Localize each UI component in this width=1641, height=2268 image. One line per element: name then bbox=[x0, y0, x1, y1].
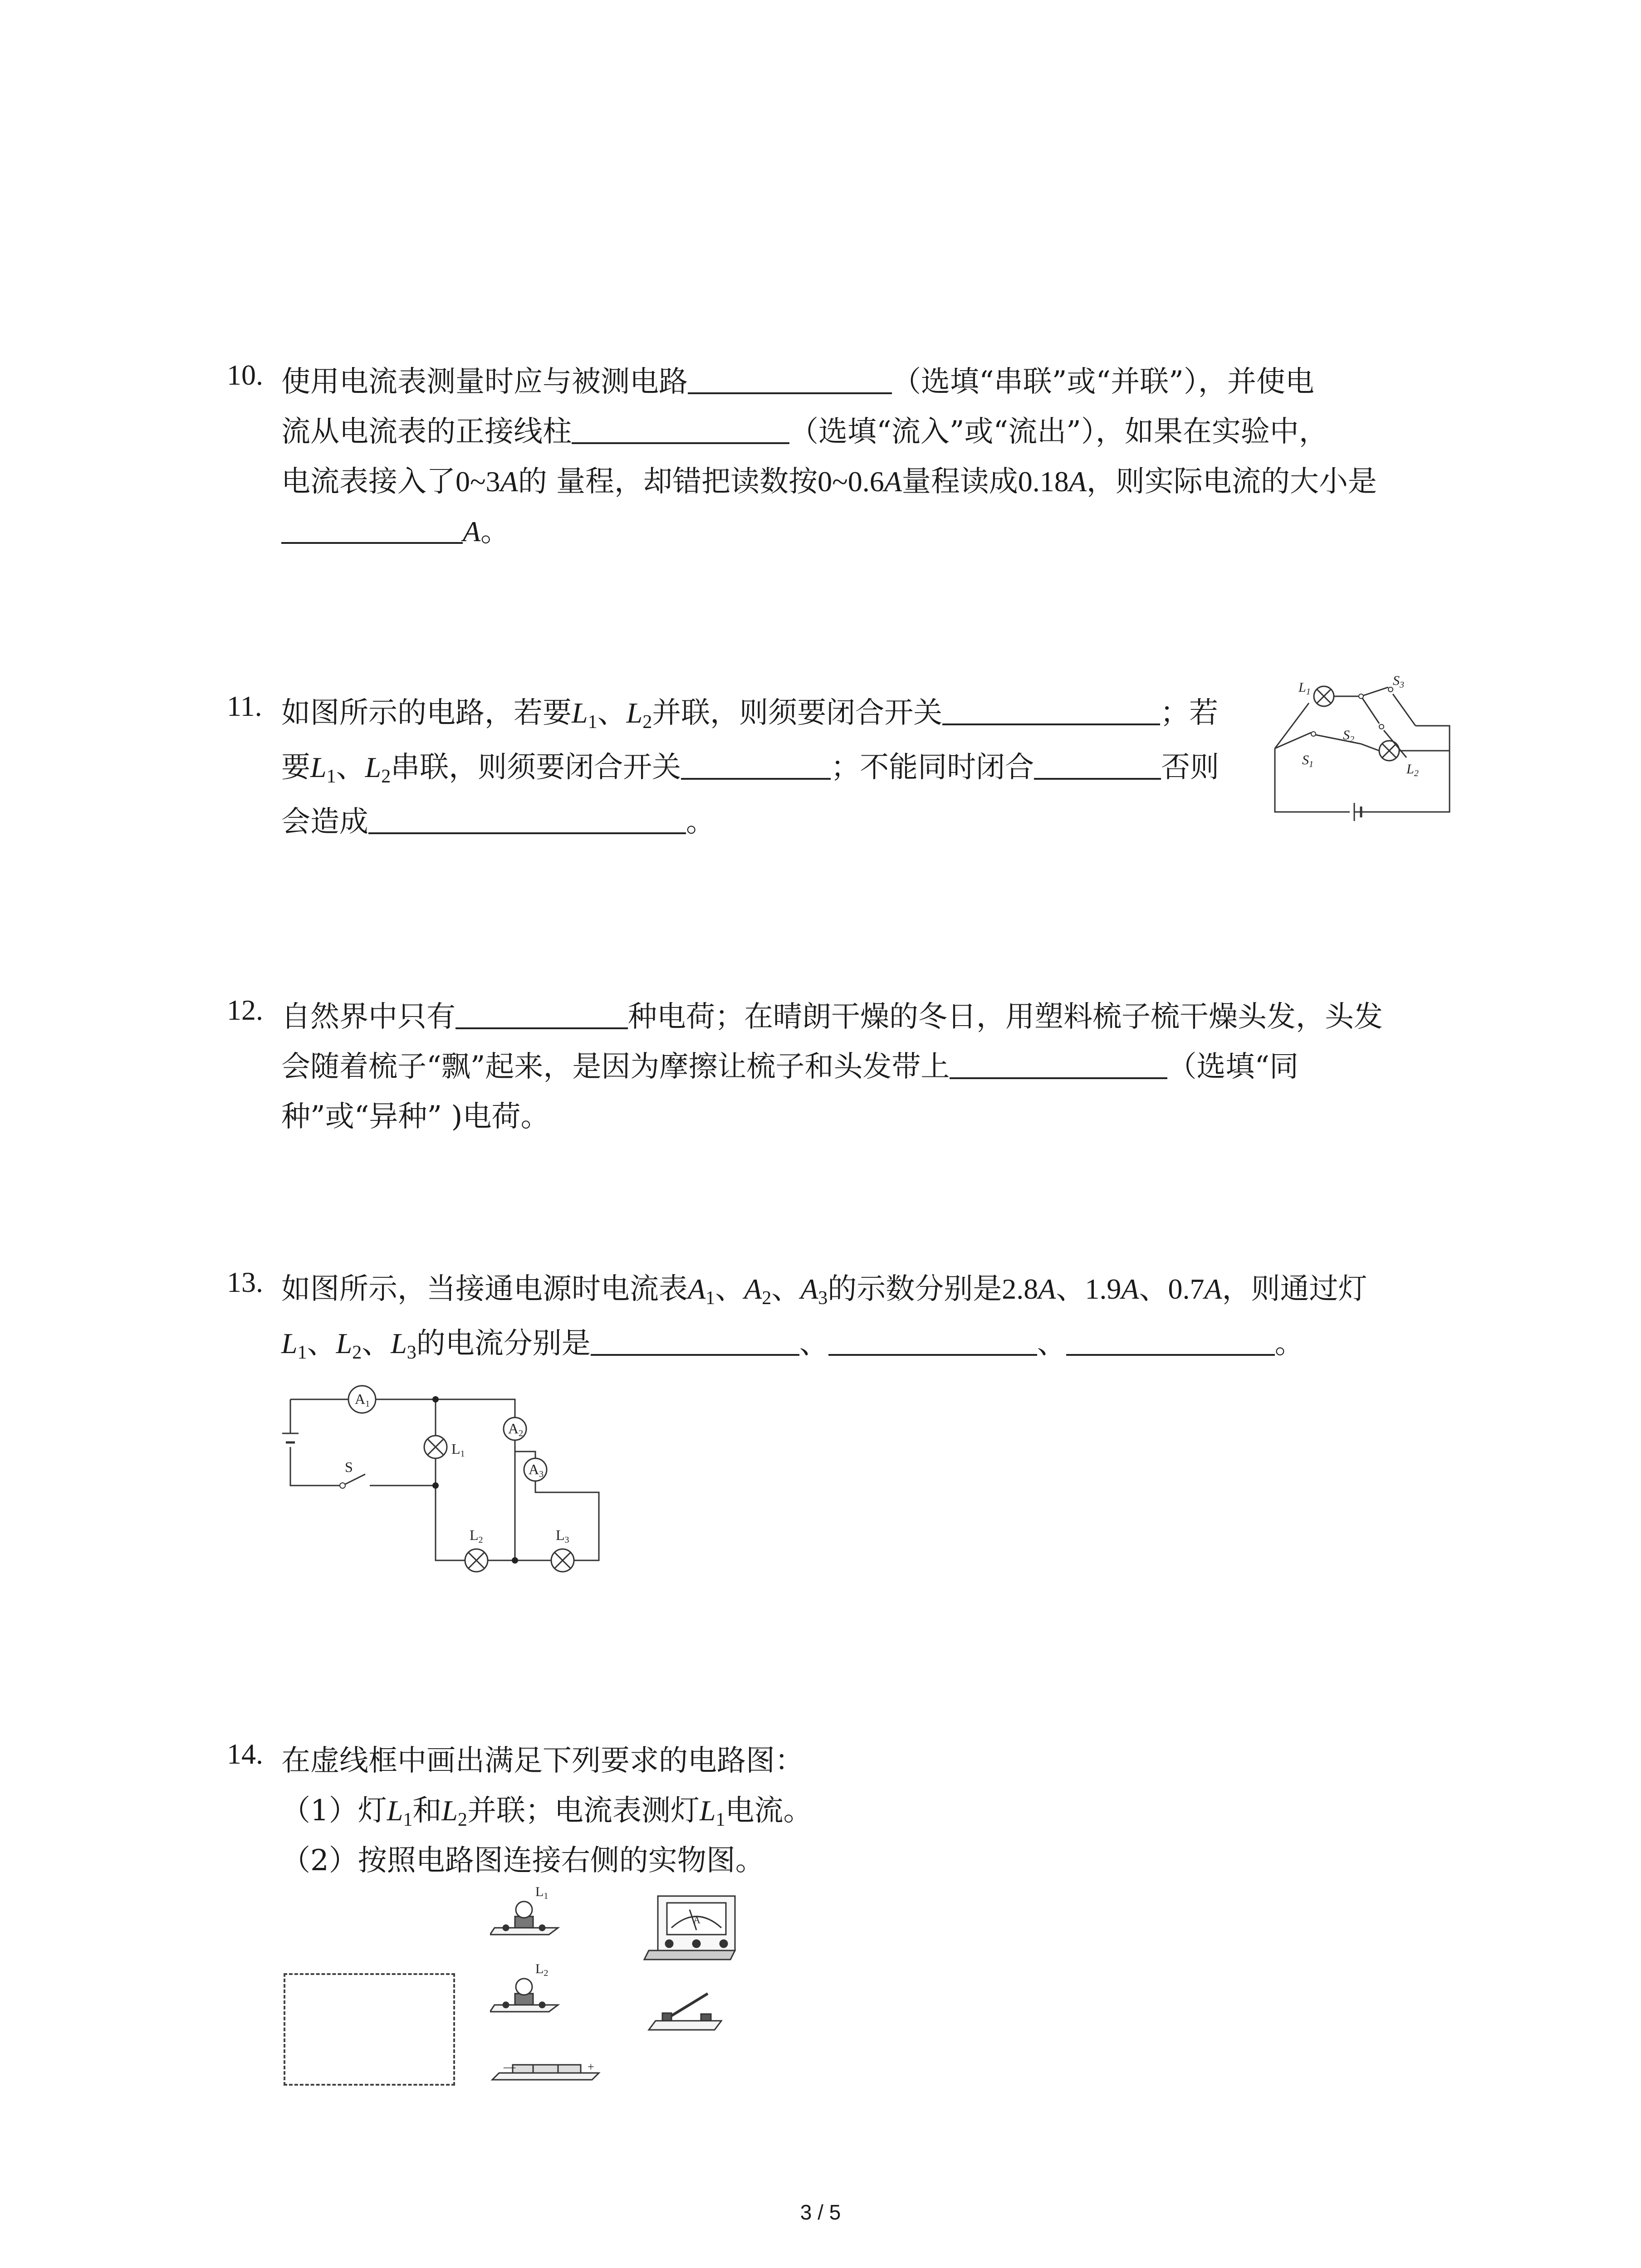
lamp-symbol: L bbox=[626, 697, 643, 729]
figure-label: A bbox=[529, 1461, 539, 1477]
q10-text: ，则实际电流的大小是 bbox=[1086, 465, 1377, 499]
q14-text: 在虚线框中画出满足下列要求的电路图： bbox=[281, 1744, 804, 1778]
figure-label: — bbox=[504, 2060, 515, 2073]
q11-text: 并联，则须要闭合开关 bbox=[652, 696, 943, 730]
ammeter-device-icon bbox=[644, 1896, 735, 1960]
dashed-drawing-box[interactable] bbox=[284, 1973, 455, 2086]
figure-label: 1 bbox=[544, 1891, 549, 1901]
q11-text: ；不能同时闭合 bbox=[831, 751, 1034, 784]
q14-text: 和 bbox=[412, 1794, 442, 1828]
question-number: 12. bbox=[227, 994, 263, 1026]
q13-value: 2.8 bbox=[1002, 1273, 1038, 1305]
figure-label: 1 bbox=[460, 1449, 465, 1459]
unit-symbol: A bbox=[884, 465, 902, 498]
svg-text:L3 bbox=[556, 1527, 569, 1545]
switch-device-icon bbox=[649, 1994, 721, 2030]
question-number: 11. bbox=[227, 690, 262, 722]
figure-label: 2 bbox=[544, 1968, 549, 1978]
subscript: 2 bbox=[457, 1809, 467, 1830]
separator: 、 bbox=[362, 1327, 391, 1360]
unit-symbol: A bbox=[500, 465, 518, 498]
lamp-symbol: L bbox=[365, 751, 382, 783]
q11-text: 。 bbox=[686, 805, 715, 839]
q12-text: 种”或“异种” )电荷。 bbox=[281, 1100, 550, 1134]
answer-blank[interactable] bbox=[281, 515, 463, 544]
lamp-symbol: L bbox=[572, 697, 588, 729]
q11-text: 否则 bbox=[1161, 751, 1220, 784]
separator: 、 bbox=[597, 696, 627, 730]
answer-blank[interactable] bbox=[688, 365, 892, 394]
q10-text: 使用电流表测量时应与被测电路 bbox=[281, 365, 688, 399]
q10-text: 的 量程，却错把读数按 bbox=[518, 465, 818, 499]
svg-text:L2 bbox=[470, 1527, 483, 1545]
lamp-symbol: L bbox=[387, 1794, 403, 1827]
figure-label: 3 bbox=[1400, 680, 1404, 690]
figure-label: S bbox=[345, 1459, 353, 1475]
q13-text: 。 bbox=[1274, 1327, 1304, 1360]
subscript: 2 bbox=[352, 1342, 362, 1363]
answer-blank[interactable] bbox=[368, 805, 686, 834]
subscript: 1 bbox=[297, 1342, 307, 1363]
figure-label: S bbox=[1343, 728, 1350, 743]
lamp-symbol: L bbox=[391, 1327, 407, 1359]
q14-text: 电流。 bbox=[725, 1794, 813, 1828]
figure-label: L bbox=[451, 1441, 460, 1457]
separator: 、 bbox=[1037, 1327, 1066, 1360]
figure-label: L bbox=[556, 1527, 565, 1543]
answer-blank[interactable] bbox=[828, 1327, 1037, 1356]
lamp-symbol: L bbox=[441, 1794, 458, 1827]
q12-text: （选填“同 bbox=[1167, 1050, 1299, 1084]
separator: 、 bbox=[336, 751, 365, 784]
ammeter-symbol: A bbox=[744, 1273, 762, 1305]
q11-circuit-diagram bbox=[1270, 671, 1461, 826]
subscript: 1 bbox=[588, 712, 598, 733]
figure-label: A bbox=[693, 1914, 700, 1926]
figure-label: 2 bbox=[519, 1428, 524, 1438]
figure-label: A bbox=[355, 1391, 366, 1407]
svg-text:A2 bbox=[508, 1420, 523, 1438]
q14-text: （2）按照电路图连接右侧的实物图。 bbox=[281, 1844, 764, 1877]
q11-text: 串联，则须要闭合开关 bbox=[391, 751, 681, 784]
q13-value: 1.9 bbox=[1085, 1273, 1122, 1305]
separator: 、 bbox=[799, 1327, 828, 1360]
q12-text: 种电荷；在晴朗干燥的冬日，用塑料梳子梳干燥头发，头发 bbox=[628, 1000, 1383, 1034]
figure-label: L bbox=[535, 1961, 544, 1976]
figure-label: L bbox=[1406, 762, 1414, 777]
q13-text: 的电流分别是 bbox=[416, 1327, 591, 1360]
subscript: 1 bbox=[403, 1809, 413, 1830]
figure-label: + bbox=[588, 2060, 594, 2073]
q12-text: 自然界中只有 bbox=[281, 1000, 456, 1034]
q10-value: 0~0.6 bbox=[818, 465, 884, 498]
subscript: 1 bbox=[715, 1809, 725, 1830]
subscript: 2 bbox=[762, 1288, 772, 1309]
figure-label: 1 bbox=[1306, 687, 1311, 697]
figure-label: 2 bbox=[478, 1535, 483, 1545]
q11-text: 要 bbox=[281, 751, 310, 784]
q11-text: 会造成 bbox=[281, 805, 368, 839]
q10-text: 电流表接入了 bbox=[281, 465, 456, 499]
separator: 、 bbox=[715, 1272, 745, 1306]
lamp-symbol: L bbox=[310, 751, 327, 783]
subscript: 1 bbox=[326, 766, 336, 787]
svg-text:L1 bbox=[1298, 680, 1311, 697]
svg-text:S3 bbox=[1393, 673, 1404, 690]
figure-label: A bbox=[508, 1420, 519, 1437]
question-number: 13. bbox=[227, 1266, 263, 1298]
figure-label: 2 bbox=[1350, 734, 1354, 744]
q10-text: 。 bbox=[480, 515, 510, 548]
svg-text:S2 bbox=[1343, 728, 1354, 744]
answer-blank[interactable] bbox=[1034, 751, 1161, 780]
ammeter-symbol: A bbox=[688, 1273, 706, 1305]
figure-label: 1 bbox=[365, 1399, 370, 1409]
q10-value: 0~3 bbox=[456, 465, 500, 498]
answer-blank[interactable] bbox=[950, 1050, 1167, 1079]
unit-symbol: A bbox=[1038, 1273, 1056, 1305]
answer-blank[interactable] bbox=[572, 415, 789, 444]
q14-components-figure bbox=[490, 1878, 744, 2091]
lamp-symbol: L bbox=[699, 1794, 716, 1827]
figure-label: 3 bbox=[564, 1535, 569, 1545]
answer-blank[interactable] bbox=[1066, 1327, 1275, 1356]
svg-text:L1 bbox=[535, 1884, 548, 1901]
answer-blank[interactable] bbox=[591, 1327, 799, 1356]
figure-label: L bbox=[470, 1527, 479, 1543]
ammeter-symbol: A bbox=[800, 1273, 818, 1305]
q13-text: ，则通过灯 bbox=[1222, 1272, 1367, 1306]
svg-text:L2 bbox=[535, 1961, 548, 1978]
q13-circuit-diagram bbox=[277, 1374, 612, 1583]
q10-text: （选填“流入”或“流出”），如果在实验中， bbox=[789, 415, 1328, 449]
question-number: 14. bbox=[227, 1738, 263, 1770]
bulb-l1-icon bbox=[490, 1901, 558, 1935]
unit-symbol: A bbox=[463, 515, 481, 547]
q13-text: 的示数分别是 bbox=[828, 1272, 1002, 1306]
q11-text: 如图所示的电路，若要 bbox=[281, 696, 572, 730]
separator: 、 bbox=[307, 1327, 336, 1360]
bulb-l2-icon bbox=[490, 1979, 558, 2012]
answer-blank[interactable] bbox=[681, 751, 831, 780]
lamp-symbol: L bbox=[336, 1327, 353, 1359]
separator: 、 bbox=[1139, 1272, 1168, 1306]
lamp-symbol: L bbox=[281, 1327, 298, 1359]
q10-text: 量程读成 bbox=[901, 465, 1018, 499]
figure-label: 1 bbox=[1309, 759, 1313, 769]
q10-value: 0.18 bbox=[1018, 465, 1069, 498]
answer-blank[interactable] bbox=[942, 696, 1160, 725]
subscript: 3 bbox=[818, 1288, 828, 1309]
figure-label: S bbox=[1393, 673, 1400, 688]
subscript: 3 bbox=[407, 1342, 416, 1363]
separator: 、 bbox=[771, 1272, 801, 1306]
subscript: 2 bbox=[642, 712, 652, 733]
separator: 、 bbox=[1056, 1272, 1085, 1306]
figure-label: 3 bbox=[539, 1469, 544, 1479]
q10-text: 流从电流表的正接线柱 bbox=[281, 415, 572, 449]
answer-blank[interactable] bbox=[456, 1000, 628, 1029]
q14-text: （1）灯 bbox=[281, 1794, 387, 1828]
unit-symbol: A bbox=[1204, 1273, 1222, 1305]
svg-text:A1 bbox=[355, 1391, 370, 1409]
figure-label: 2 bbox=[1414, 768, 1419, 778]
figure-label: L bbox=[1298, 680, 1306, 695]
q11-text: ；若 bbox=[1160, 696, 1219, 730]
subscript: 2 bbox=[381, 766, 391, 787]
q13-text: 如图所示，当接通电源时电流表 bbox=[281, 1272, 688, 1306]
unit-symbol: A bbox=[1068, 465, 1087, 498]
q12-text: 会随着梳子“飘”起来，是因为摩擦让梳子和头发带上 bbox=[281, 1050, 950, 1084]
svg-text:L1 bbox=[451, 1441, 465, 1459]
question-number: 10. bbox=[227, 359, 263, 391]
figure-label: S bbox=[1302, 753, 1309, 767]
q10-text: （选填“串联”或“并联”），并使电 bbox=[892, 365, 1314, 399]
q13-value: 0.7 bbox=[1168, 1273, 1205, 1305]
subscript: 1 bbox=[705, 1288, 715, 1309]
q14-text: 并联；电流表测灯 bbox=[467, 1794, 700, 1828]
unit-symbol: A bbox=[1121, 1273, 1139, 1305]
svg-text:L2 bbox=[1406, 762, 1419, 778]
figure-label: L bbox=[535, 1884, 544, 1899]
svg-text:S1 bbox=[1302, 753, 1313, 769]
svg-text:A3 bbox=[529, 1461, 544, 1479]
page-number: 3 / 5 bbox=[800, 2200, 841, 2224]
